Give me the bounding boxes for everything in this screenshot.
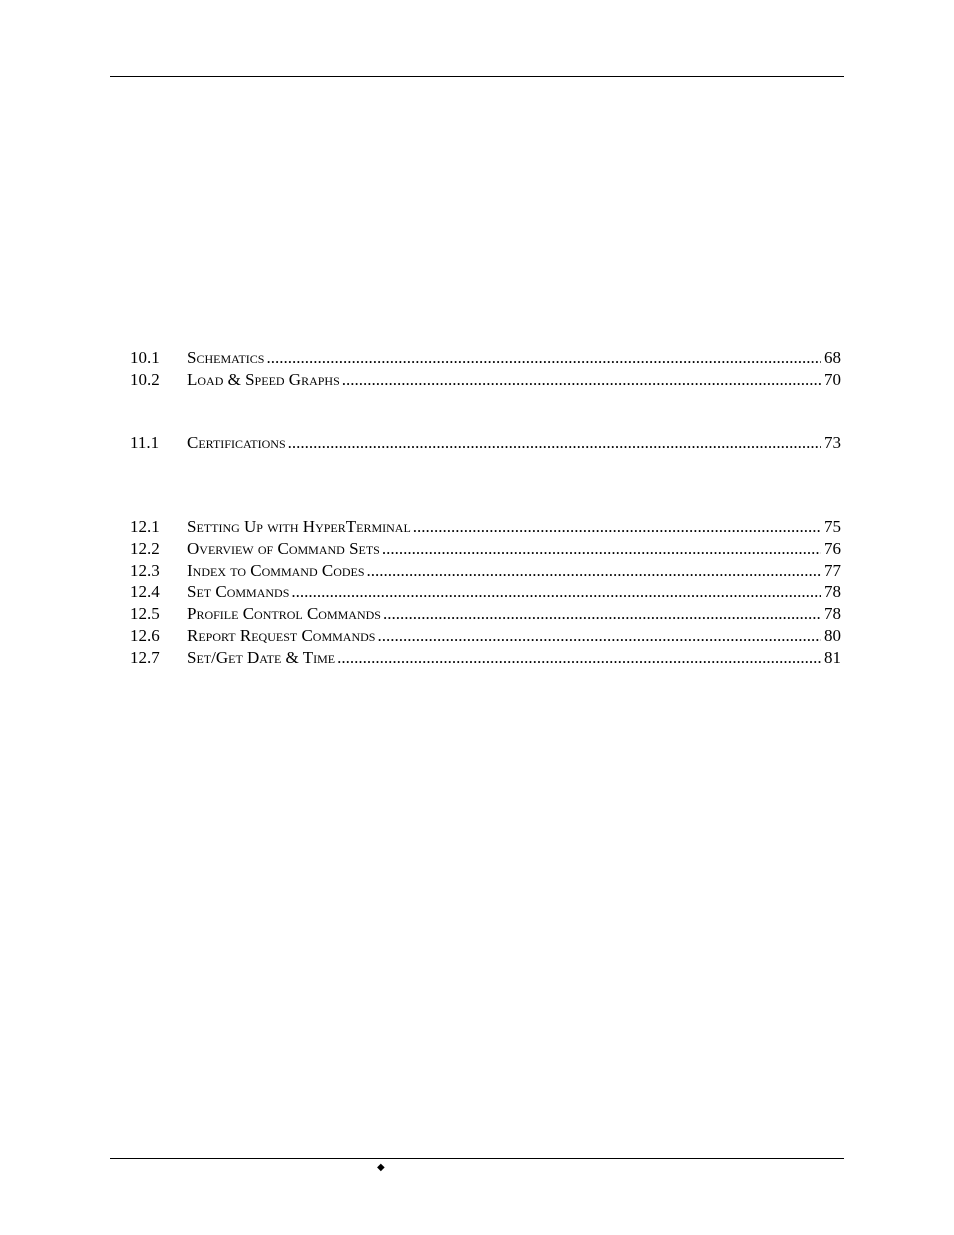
toc-entry-number: 11.1 [130,433,160,452]
toc-entry-title[interactable]: Certifications [187,433,286,452]
toc-dot-leader [266,347,821,369]
toc-entry-page[interactable]: 80 [824,625,841,645]
toc-entry-number: 12.4 [130,582,160,602]
footer-rule [110,1158,844,1159]
toc-entry-number: 12.7 [130,647,160,667]
diamond-bullet-icon: ◆ [377,1162,385,1173]
toc-group-section-10 [130,347,841,391]
toc-dot-leader [413,516,821,538]
toc-entry-title[interactable]: Set Commands [187,582,290,602]
toc-dot-leader [342,369,821,391]
toc-entry-number: 12.2 [130,538,160,558]
toc-entry-number: 12.1 [130,517,160,536]
toc-dot-leader [382,538,821,560]
toc-entry-title[interactable]: Index to Command Codes [187,560,365,580]
toc-entry-page[interactable]: 76 [824,538,841,558]
toc-entry[interactable] [130,432,841,454]
toc-entry-number: 10.1 [130,348,160,367]
toc-entry-page[interactable]: 70 [824,369,841,389]
toc-entry-title[interactable]: Report Request Commands [187,625,376,645]
toc-entry[interactable] [130,625,841,647]
toc-dot-leader [383,603,821,625]
toc-entry-title[interactable]: Schematics [187,348,265,367]
toc-entry-title[interactable]: Overview of Command Sets [187,538,380,558]
toc-entry-page[interactable]: 78 [824,604,841,624]
toc-dot-leader [288,432,821,454]
toc-dot-leader [377,625,821,647]
toc-entry-page[interactable]: 81 [824,647,841,667]
toc-entry[interactable] [130,538,841,560]
toc-dot-leader [291,581,821,603]
toc-entry-number: 12.3 [130,560,160,580]
toc-entry-page[interactable]: 75 [824,517,841,536]
header-rule [110,76,844,77]
toc-entry[interactable] [130,369,841,391]
toc-dot-leader [367,560,821,582]
toc-entry-page[interactable]: 78 [824,582,841,602]
toc-entry[interactable] [130,516,841,538]
toc-dot-leader [337,647,821,669]
toc-entry[interactable] [130,647,841,669]
toc-entry-title[interactable]: Set/Get Date & Time [187,647,336,667]
toc-entry-title[interactable]: Setting Up with HyperTerminal [187,517,411,536]
toc-group-section-12 [130,516,841,669]
toc-entry-page[interactable]: 77 [824,560,841,580]
toc-entry-page[interactable]: 73 [824,433,841,452]
toc-entry[interactable] [130,581,841,603]
toc-entry[interactable] [130,560,841,582]
toc-entry[interactable] [130,603,841,625]
toc-entry-title[interactable]: Profile Control Commands [187,604,381,624]
toc-entry[interactable] [130,347,841,369]
toc-entry-number: 10.2 [130,369,160,389]
toc-entry-number: 12.6 [130,625,160,645]
toc-entry-title[interactable]: Load & Speed Graphs [187,369,340,389]
toc-entry-page[interactable]: 68 [824,348,841,367]
toc-group-section-11 [130,432,841,454]
toc-entry-number: 12.5 [130,604,160,624]
